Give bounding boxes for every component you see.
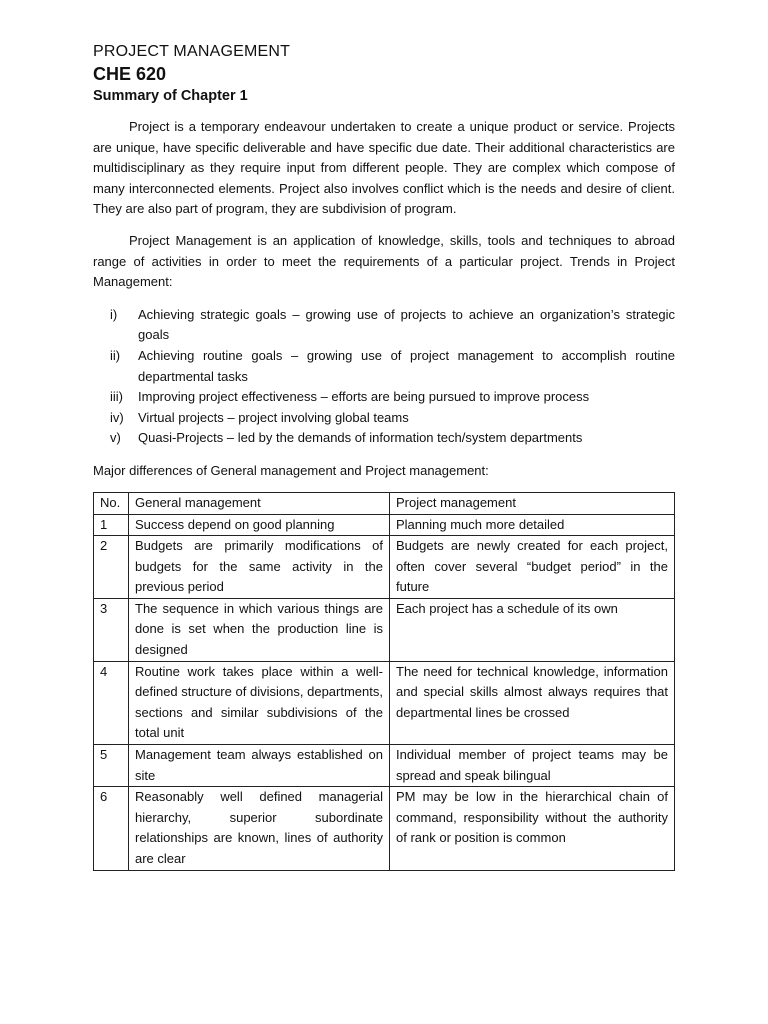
table-row bbox=[94, 745, 675, 787]
list-item-text: Achieving strategic goals – growing use of projects to achieve an organization’s strategic goals bbox=[138, 306, 675, 343]
row-number: 4 bbox=[94, 661, 129, 744]
paragraph-project-definition: Project is a temporary endeavour undertaken to create a unique product or service. Projects are unique, have specific deliverable and have specific due date. Their additional characteristics are multidisciplinary as they require input from different people. They are complex which compose of many interconnected elements. Project also involves conflict which is the needs and desire of client. They are also part of program, they are subdivision of program. bbox=[93, 119, 675, 217]
table-header-row bbox=[94, 492, 675, 514]
list-item-number: i) bbox=[110, 306, 118, 322]
list-item-text: Quasi-Projects – led by the demands of information tech/system departments bbox=[138, 430, 583, 446]
project-cell: PM may be low in the hierarchical chain of command, responsibility without the authority of rank or position is common bbox=[390, 787, 675, 870]
list-item-number: v) bbox=[110, 430, 121, 446]
project-cell: The need for technical knowledge, information and special skills almost always requires that departmental lines be crossed bbox=[390, 661, 675, 744]
row-number: 2 bbox=[94, 536, 129, 599]
general-cell: Reasonably well defined managerial hierarchy, superior subordinate relationships are known, lines of authority are clear bbox=[129, 787, 390, 870]
column-header-project: Project management bbox=[390, 492, 675, 514]
trends-list bbox=[93, 305, 675, 449]
row-number: 6 bbox=[94, 787, 129, 870]
list-item bbox=[93, 305, 675, 346]
list-item-number: iii) bbox=[110, 389, 123, 405]
paragraph-project-management: Project Management is an application of knowledge, skills, tools and techniques to abroad range of activities in order to meet the requirements of a particular project. Trends in Project Management: bbox=[93, 232, 675, 290]
list-item-number: iv) bbox=[110, 409, 124, 425]
list-item bbox=[93, 428, 675, 449]
list-item-text: Improving project effectiveness – efforts are being pursued to improve process bbox=[138, 389, 590, 405]
general-cell: Success depend on good planning bbox=[129, 514, 390, 536]
list-item bbox=[93, 346, 675, 387]
course-code: CHE 620 bbox=[93, 64, 167, 84]
project-cell: Individual member of project teams may be spread and speak bilingual bbox=[390, 745, 675, 787]
general-cell: The sequence in which various things are done is set when the production line is designed bbox=[129, 598, 390, 661]
table-row bbox=[94, 661, 675, 744]
row-number: 1 bbox=[94, 514, 129, 536]
chapter-subtitle: Summary of Chapter 1 bbox=[93, 88, 248, 104]
general-cell: Management team always established on site bbox=[129, 745, 390, 787]
differences-title: Major differences of General management and Project management: bbox=[93, 462, 489, 478]
table-row bbox=[94, 787, 675, 870]
list-item bbox=[93, 408, 675, 429]
row-number: 3 bbox=[94, 598, 129, 661]
column-header-no: No. bbox=[94, 492, 129, 514]
table-row bbox=[94, 536, 675, 599]
column-header-general: General management bbox=[129, 492, 390, 514]
general-cell: Routine work takes place within a well-defined structure of divisions, departments, sections and similar subdivisions of the total unit bbox=[129, 661, 390, 744]
table-row bbox=[94, 514, 675, 536]
course-title: PROJECT MANAGEMENT bbox=[93, 43, 291, 60]
project-cell: Each project has a schedule of its own bbox=[390, 598, 675, 661]
project-cell: Budgets are newly created for each project, often cover several “budget period” in the future bbox=[390, 536, 675, 599]
table-row bbox=[94, 598, 675, 661]
row-number: 5 bbox=[94, 745, 129, 787]
general-cell: Budgets are primarily modifications of budgets for the same activity in the previous period bbox=[129, 536, 390, 599]
list-item-text: Virtual projects – project involving global teams bbox=[138, 409, 409, 425]
list-item-text: Achieving routine goals – growing use of project management to accomplish routine departmental tasks bbox=[138, 347, 675, 384]
differences-table bbox=[93, 492, 675, 871]
list-item-number: ii) bbox=[110, 347, 121, 363]
project-cell: Planning much more detailed bbox=[390, 514, 675, 536]
list-item bbox=[93, 387, 675, 408]
